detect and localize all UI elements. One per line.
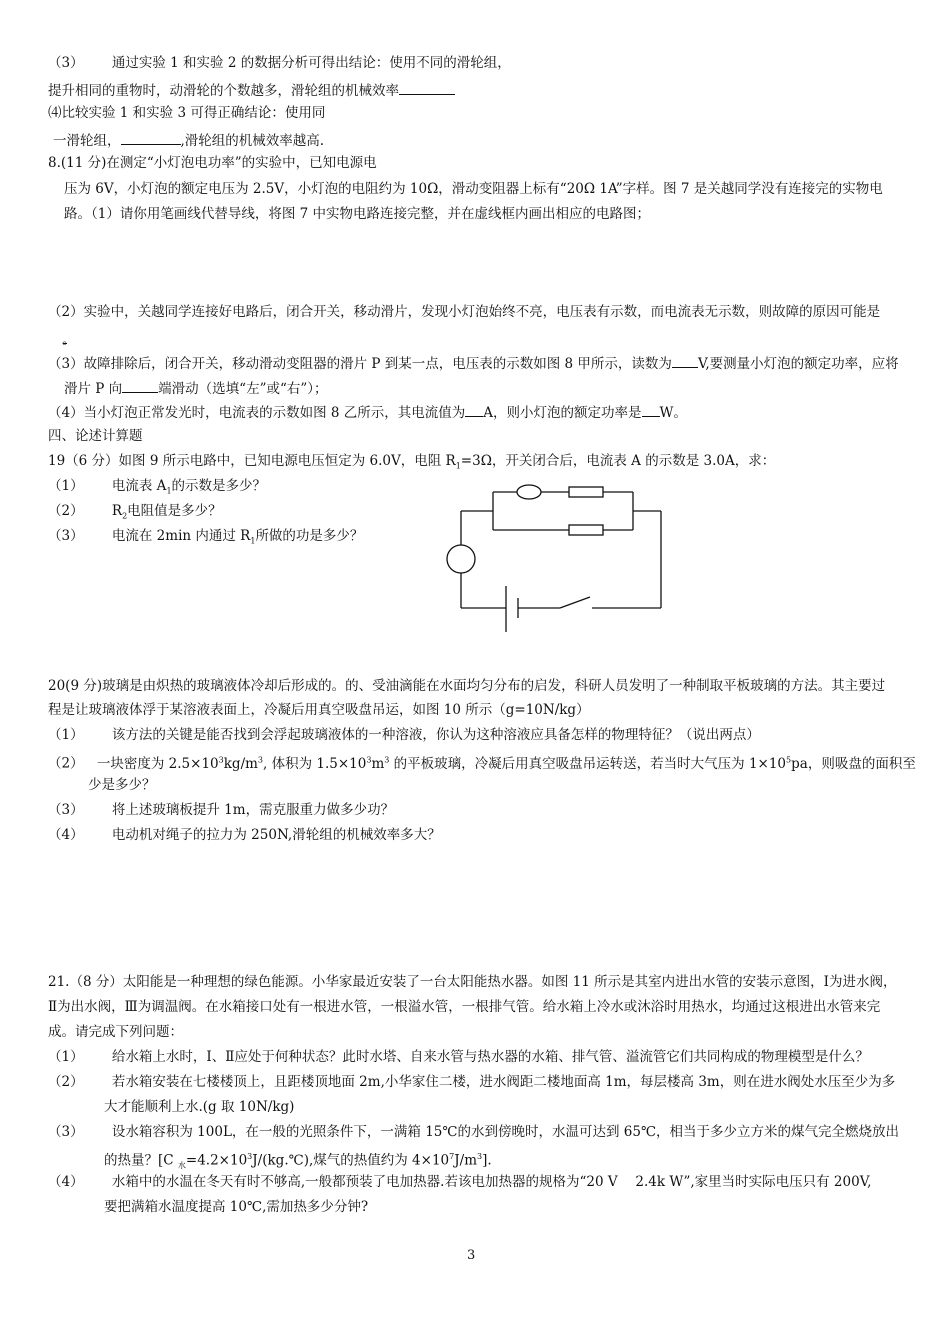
answer-blank[interactable] bbox=[465, 402, 483, 417]
text-seg: J/m bbox=[454, 1152, 477, 1169]
q19-item1-rest: 的示数是多少？ bbox=[171, 478, 267, 494]
q8-part3-pre: （3）故障排除后，闭合开关，移动滑动变阻器的滑片 P 到某一点，电压表的示数如图 8 甲所示，读数为 bbox=[48, 356, 672, 372]
q21-stem-line1: 21.（8 分）太阳能是一种理想的绿色能源。小华家最近安装了一台太阳能热水器。如图 11 所示是其室内进出水管的安装示意图，Ⅰ为进水阀， bbox=[48, 974, 897, 990]
q19-item3-rest: 所做的功是多少？ bbox=[255, 528, 364, 544]
q19-stem-a: 19（6 分）如图 9 所示电路中，已知电源电压恒定为 6.0V，电阻 R bbox=[48, 453, 456, 469]
text-seg: 的热量？[C bbox=[104, 1152, 178, 1169]
q21-item4-num: （4） bbox=[48, 1174, 84, 1190]
subscript: 1 bbox=[166, 486, 172, 496]
q8-part3-post: V,要测量小灯泡的额定功率，应将 bbox=[697, 356, 899, 372]
q8-part3-line2 bbox=[64, 378, 328, 398]
q19-item1-text: 电流表 A bbox=[111, 478, 167, 494]
q8-part3-line2-post: 端滑动（选填“左”或“右”）； bbox=[158, 381, 328, 397]
text-seg: kg/m bbox=[223, 755, 258, 772]
answer-blank[interactable] bbox=[122, 378, 158, 393]
q21-stem-line2: Ⅱ为出水阀，Ⅲ为调温阀。在水箱接口处有一根进水管，一根溢水管，一根排气管。给水箱上冷水或沐浴时用热水，均通过这根进出水管来完 bbox=[48, 999, 881, 1015]
q20-item1 bbox=[48, 726, 760, 744]
text-seg: ]. bbox=[482, 1152, 492, 1169]
q8-part3-line1 bbox=[48, 353, 899, 373]
text-seg: m bbox=[371, 755, 385, 772]
q21-item1 bbox=[48, 1048, 869, 1066]
q20-stem-line1: 20(9 分)玻璃是由炽热的玻璃液体冷却后形成的。的、受油滴能在水面均匀分布的启发，科研人员发明了一种制取平板玻璃的方法。其主要过 bbox=[48, 678, 886, 694]
q8-part4 bbox=[48, 402, 687, 422]
section-heading: 四、论述计算题 bbox=[48, 428, 143, 444]
q8-part2-line1: （2）实验中，关越同学连接好电路后，闭合开关，移动滑片，发现小灯泡始终不亮，电压表有示数，而电流表无示数，则故障的原因可能是 bbox=[48, 304, 881, 320]
text-seg: , 体积为 1.5×10 bbox=[263, 755, 367, 772]
q18-item3-num: （3） bbox=[48, 55, 84, 71]
q20-item1-text: 该方法的关键是能否找到会浮起玻璃液体的一种溶液，你认为这种溶液应具备怎样的物理特征？（说出两点） bbox=[111, 727, 760, 743]
q18-item4-line2 bbox=[53, 130, 324, 150]
q21-item1-text: 给水箱上水时，Ⅰ、Ⅱ应处于何种状态？此时水塔、自来水管与热水器的水箱、排气管、溢流管它们共同构成的物理模型是什么？ bbox=[111, 1049, 869, 1065]
superscript: 3 bbox=[247, 1152, 253, 1161]
q8-part4-mid: A，则小灯泡的额定功率是 bbox=[483, 405, 642, 421]
q20-item3 bbox=[48, 801, 394, 819]
superscript: 3 bbox=[366, 755, 372, 764]
lamp-symbol bbox=[517, 485, 541, 499]
q20-item1-num: （1） bbox=[48, 727, 84, 743]
answer-blank[interactable] bbox=[672, 353, 698, 368]
q8-part2-line2 bbox=[62, 329, 76, 349]
q8-stem-line1: 8.(11 分)在测定“小灯泡电功率”的实验中，已知电源电 bbox=[48, 155, 377, 171]
superscript: 3 bbox=[384, 755, 390, 764]
q21-item3-num: （3） bbox=[48, 1124, 84, 1140]
q21-item3-line2 bbox=[104, 1148, 492, 1175]
text-seg: J/(kg.℃),煤气的热值约为 4×10 bbox=[252, 1152, 450, 1169]
q18-item4-line1: ⑷比较实验 1 和实验 3 可得正确结论：使用同 bbox=[48, 105, 326, 121]
q19-item3-num: （3） bbox=[48, 528, 84, 544]
ammeter-symbol bbox=[447, 545, 475, 573]
text-seg: pa，则吸盘的面积至 bbox=[791, 755, 916, 772]
q19-item2 bbox=[48, 502, 222, 526]
subscript: 1 bbox=[455, 461, 461, 471]
q18-item4-post: ,滑轮组的机械效率越高. bbox=[180, 133, 325, 149]
q20-item2-line2: 少是多少？ bbox=[88, 777, 156, 793]
subscript: 水 bbox=[177, 1161, 186, 1171]
q8-part4-pre: （4）当小灯泡正常发光时，电流表的示数如图 8 乙所示，其电流值为 bbox=[48, 405, 466, 421]
q20-item2-line1 bbox=[48, 751, 916, 773]
q21-item4-line2: 要把满箱水温度提高 10℃,需加热多少分钟? bbox=[104, 1199, 369, 1215]
q8-stem-line3: 路。（1）请你用笔画线代替导线，将图 7 中实物电路连接完整，并在虚线框内画出相应的电路图； bbox=[64, 206, 651, 222]
q21-item3-line1 bbox=[48, 1123, 899, 1141]
q21-item4-text: 水箱中的水温在冬天有时不够高,一般都预装了电加热器.若该电加热器的规格为“20 V 2.4k W”,家里当时实际电压只有 200V, bbox=[111, 1174, 872, 1190]
resistor-r1 bbox=[569, 487, 603, 497]
q20-item4-num: （4） bbox=[48, 827, 84, 843]
q19-item2-text: R bbox=[111, 503, 123, 519]
q19-item2-rest: 电阻值是多少？ bbox=[127, 503, 222, 519]
q20-item4 bbox=[48, 826, 441, 844]
superscript: 3 bbox=[218, 755, 224, 764]
answer-blank[interactable] bbox=[63, 329, 67, 344]
q8-part4-post: W。 bbox=[659, 405, 687, 421]
q19-item1 bbox=[48, 477, 266, 501]
circuit-diagram bbox=[440, 478, 670, 638]
q21-stem-line3: 成。请完成下列问题： bbox=[48, 1024, 183, 1040]
q20-item3-text: 将上述玻璃板提升 1m，需克服重力做多少功？ bbox=[111, 802, 395, 818]
q18-item3-line1 bbox=[48, 54, 511, 72]
q20-item3-num: （3） bbox=[48, 802, 84, 818]
answer-blank[interactable] bbox=[642, 402, 660, 417]
q19-stem bbox=[48, 452, 775, 476]
superscript: 3 bbox=[477, 1152, 483, 1161]
q8-stem-line2: 压为 6V，小灯泡的额定电压为 2.5V，小灯泡的电阻约为 10Ω，滑动变阻器上标有“20Ω 1A”字样。图 7 是关越同学没有连接完的实物电 bbox=[64, 181, 883, 197]
q21-item1-num: （1） bbox=[48, 1049, 84, 1065]
superscript: 3 bbox=[257, 755, 264, 764]
page-number: 3 bbox=[467, 1248, 476, 1263]
q18-item4-pre: 一滑轮组， bbox=[53, 133, 121, 149]
text-seg: 一块密度为 2.5×10 bbox=[96, 755, 219, 772]
q19-stem-b: =3Ω，开关闭合后，电流表 A 的示数是 3.0A，求： bbox=[460, 453, 776, 469]
q21-item2-line2: 大才能顺利上水.(g 取 10N/kg) bbox=[104, 1099, 295, 1115]
q20-item2-text bbox=[97, 756, 916, 772]
q21-item4-line1 bbox=[48, 1173, 871, 1191]
subscript: 2 bbox=[122, 511, 128, 521]
answer-blank[interactable] bbox=[121, 130, 181, 145]
q21-item3-text: 设水箱容积为 100L，在一般的光照条件下，一满箱 15℃的水到傍晚时，水温可达到 65℃，相当于多少立方米的煤气完全燃烧放出 bbox=[111, 1124, 900, 1140]
text-seg: 的平板玻璃，冷凝后用真空吸盘吊运转送，若当时大气压为 1×10 bbox=[389, 755, 787, 772]
q18-item3-text2: 提升相同的重物时，动滑轮的个数越多，滑轮组的机械效率 bbox=[48, 83, 399, 99]
resistor-r2 bbox=[569, 525, 603, 535]
q19-item2-num: （2） bbox=[48, 503, 84, 519]
q19-item3-text: 电流在 2min 内通过 R bbox=[111, 528, 251, 544]
subscript: 1 bbox=[250, 536, 256, 546]
q20-item4-text: 电动机对绳子的拉力为 250N,滑轮组的机械效率多大？ bbox=[111, 827, 441, 843]
text-seg: =4.2×10 bbox=[185, 1152, 248, 1169]
superscript: 5 bbox=[786, 755, 792, 764]
q18-item3-text: 通过实验 1 和实验 2 的数据分析可得出结论：使用不同的滑轮组， bbox=[111, 55, 511, 71]
superscript: 7 bbox=[449, 1152, 455, 1161]
q21-item2-line1 bbox=[48, 1073, 895, 1091]
q21-item2-text: 若水箱安装在七楼楼顶上，且距楼顶地面 2m,小华家住二楼，进水阀距二楼地面高 1m，每层楼高 3m，则在进水阀处水压至少为多 bbox=[111, 1074, 896, 1090]
q19-item1-num: （1） bbox=[48, 478, 84, 494]
answer-blank[interactable] bbox=[399, 80, 455, 95]
q8-part3-line2-pre: 滑片 P 向 bbox=[64, 381, 123, 397]
q8-part2-end: 。 bbox=[62, 332, 76, 348]
switch-blade bbox=[560, 597, 590, 608]
q19-item3 bbox=[48, 527, 363, 551]
q21-item2-num: （2） bbox=[48, 1074, 84, 1090]
q20-stem-line2: 程是让玻璃液体浮于某溶液表面上，冷凝后用真空吸盘吊运，如图 10 所示（g=10N/kg） bbox=[48, 702, 590, 718]
q20-item2-num: （2） bbox=[48, 755, 84, 772]
q18-item3-line2 bbox=[48, 80, 455, 100]
